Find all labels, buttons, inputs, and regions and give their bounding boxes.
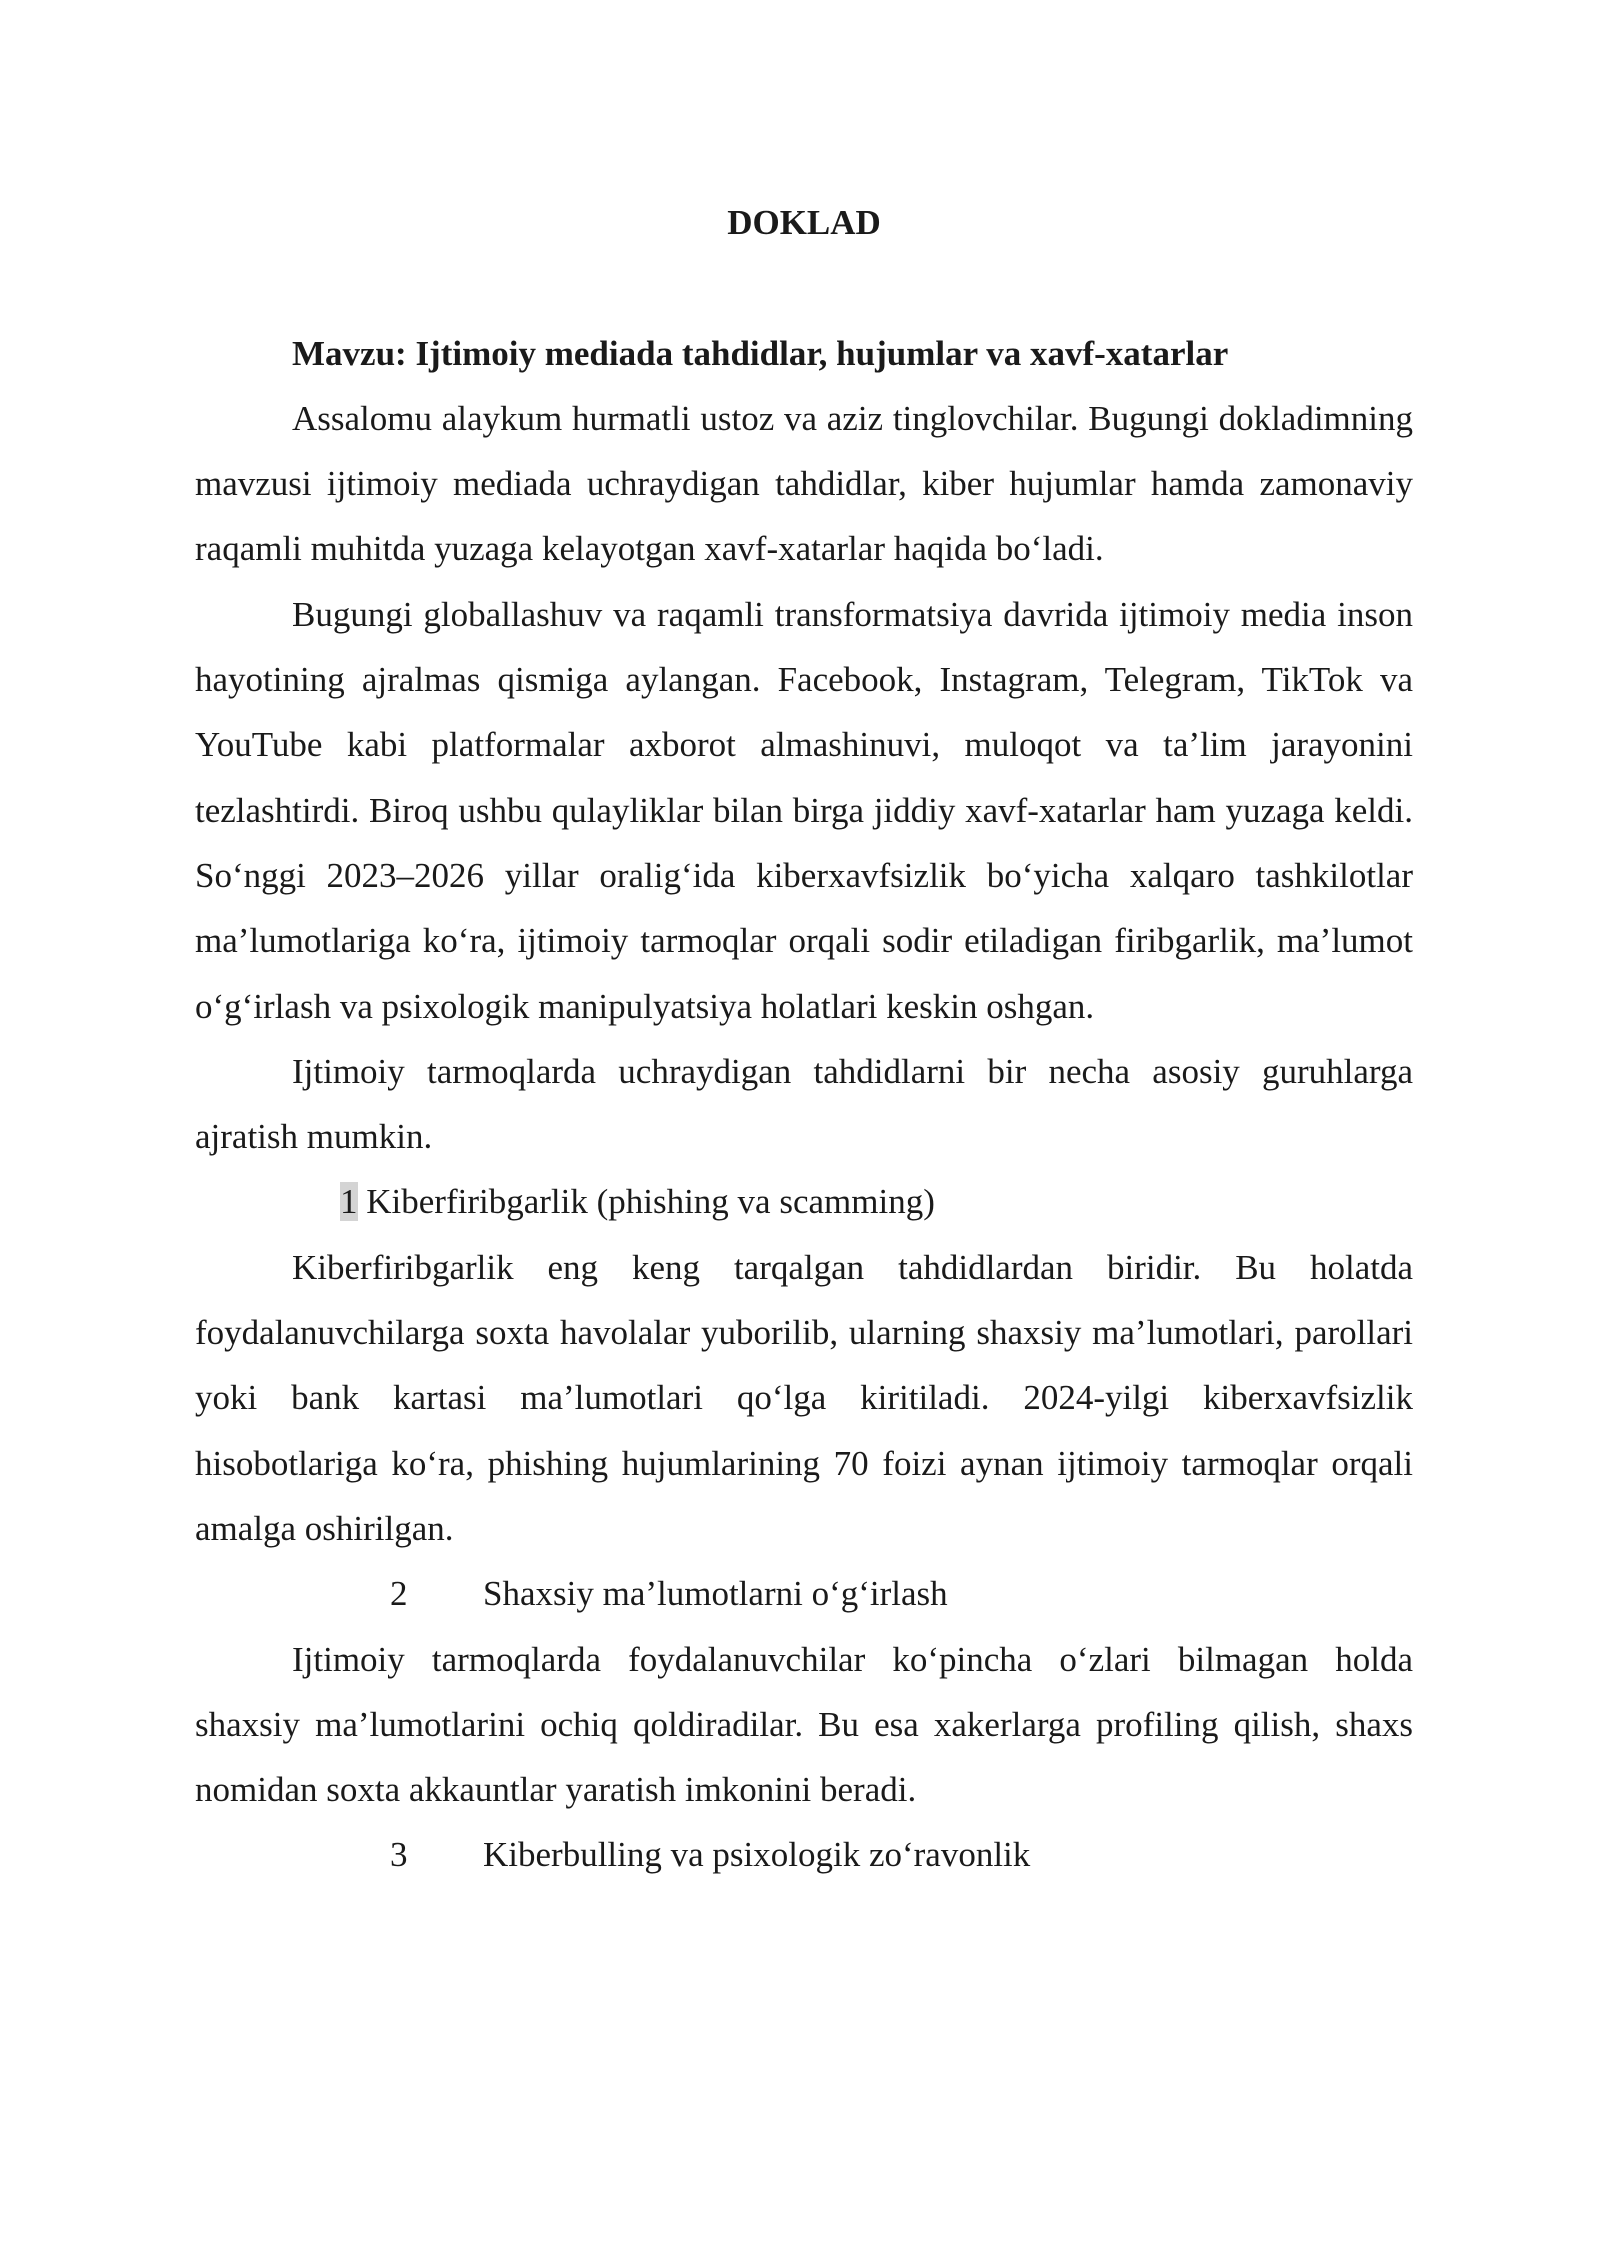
section-heading-1 — [195, 1169, 1413, 1234]
section-heading-3 — [195, 1822, 1413, 1887]
section-title-3: Kiberbulling va psixologik zo‘ravonlik — [483, 1835, 1031, 1875]
section-number-3: 3 — [390, 1835, 408, 1875]
section-body-1: Kiberfiribgarlik eng keng tarqalgan tahdidlardan biridir. Bu holatda foydalanuvchilarga soxta havolalar yuborilib, ularning shaxsiy ma’lumotlari, parollari yoki bank kartasi ma’lumotlari qo‘lga kiritiladi. 2024-yilgi kiberxavfsizlik hisobotlariga ko‘ra, phishing hujumlarining 70 foizi aynan ijtimoiy tarmoqlar orqali amalga oshirilgan. — [195, 1247, 1413, 1548]
section-number-2: 2 — [390, 1574, 408, 1614]
blank-line — [195, 255, 1413, 320]
section-body-2: Ijtimoiy tarmoqlarda foydalanuvchilar ko‘pincha o‘zlari bilmagan holda shaxsiy ma’lumotlarini ochiq qoldiradilar. Bu esa xakerlarga profiling qilish, shaxs nomidan soxta akkauntlar yaratish imkonini beradi. — [195, 1639, 1413, 1810]
section-title-2: Shaxsiy ma’lumotlarni o‘g‘irlash — [483, 1574, 948, 1614]
intro-paragraph: Assalomu alaykum hurmatli ustoz va aziz tinglovchilar. Bugungi dokladimning mavzusi ijtimoiy mediada uchraydigan tahdidlar, kiber hujumlar hamda zamonaviy raqamli muhitda yuzaga kelayotgan xavf-xatarlar haqida bo‘ladi. — [195, 398, 1413, 569]
document-body — [195, 190, 1413, 1888]
section-heading-2 — [195, 1561, 1413, 1626]
document-subtitle: Mavzu: Ijtimoiy mediada tahdidlar, hujumlar va xavf-xatarlar — [292, 333, 1229, 373]
document-title: DOKLAD — [727, 203, 881, 242]
section-number-1: 1 — [340, 1182, 358, 1222]
classification-paragraph: Ijtimoiy tarmoqlarda uchraydigan tahdidlarni bir necha asosiy guruhlarga ajratish mumkin. — [195, 1051, 1413, 1157]
context-paragraph: Bugungi globallashuv va raqamli transformatsiya davrida ijtimoiy media inson hayotining ajralmas qismiga aylangan. Facebook, Instagram, Telegram, TikTok va YouTube kabi platformalar axborot almashinuvi, muloqot va ta’lim jarayonini tezlashtirdi. Biroq ushbu qulayliklar bilan birga jiddiy xavf-xatarlar ham yuzaga keldi. So‘nggi 2023–2026 yillar oralig‘ida kiberxavfsizlik bo‘yicha xalqaro tashkilotlar ma’lumotlariga ko‘ra, ijtimoiy tarmoqlar orqali sodir etiladigan firibgarlik, ma’lumot o‘g‘irlash va psixologik manipulyatsiya holatlari keskin oshgan. — [195, 594, 1413, 1026]
section-title-1: Kiberfiribgarlik (phishing va scamming) — [366, 1182, 935, 1222]
